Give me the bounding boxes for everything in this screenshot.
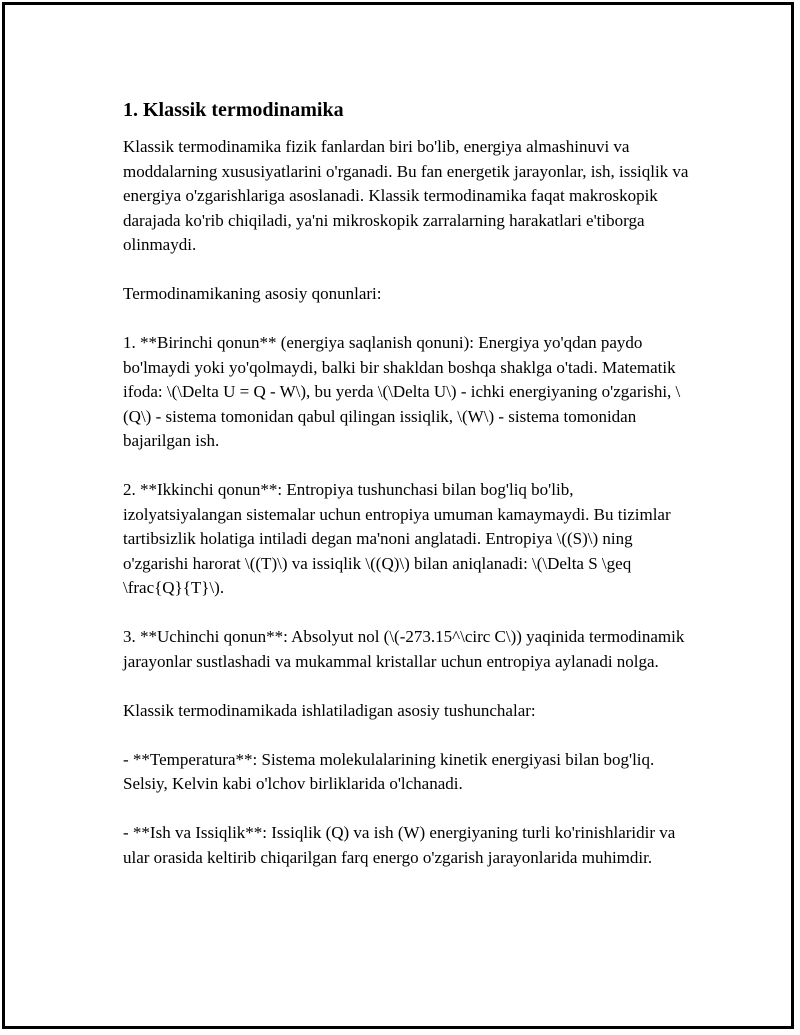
paragraph-work-heat: - **Ish va Issiqlik**: Issiqlik (Q) va ish (W) energiyaning turli ko'rinishlaridir va ular orasida keltirib chiqarilgan farq energo o'zgarish jarayonlarida muhimdir. bbox=[123, 823, 676, 867]
paragraph-third-law: 3. **Uchinchi qonun**: Absolyut nol (\(-273.15^\circ C\)) yaqinida termodinamik jarayonlar sustlashadi va mukammal kristallar uchun entropiya aylanadi nolga. bbox=[123, 627, 685, 671]
paragraph-concepts-intro: Klassik termodinamikada ishlatiladigan asosiy tushunchalar: bbox=[123, 700, 536, 720]
paragraph-laws-intro: Termodinamikaning asosiy qonunlari: bbox=[123, 284, 382, 303]
paragraph-first-law: 1. **Birinchi qonun** (energiya saqlanish qonuni): Energiya yo'qdan paydo bo'lmaydi yoki yo'qolmaydi, balki bir shakldan boshqa shaklga o'tadi. Matematik ifoda: \(\Delta U = Q - W\), bu yerda \(\Delta U\) - ichki energiyaning o'zgarishi, \(Q\) - sistema tomonidan qabul qilingan issiqlik, \(W\) - sistema tomonidan bajarilgan ish. bbox=[123, 333, 681, 450]
page-frame bbox=[2, 2, 794, 1029]
paragraph-temperature: - **Temperatura**: Sistema molekulalarining kinetik energiyasi bilan bog'liq. Selsiy, Kelvin kabi o'lchov birliklarida o'lchanadi. bbox=[123, 749, 655, 793]
section-heading: 1. Klassik termodinamika bbox=[123, 99, 344, 121]
document-body bbox=[123, 97, 695, 870]
paragraph-second-law: 2. **Ikkinchi qonun**: Entropiya tushunchasi bilan bog'liq bo'lib, izolyatsiyalangan sistemalar uchun entropiya umuman kamaymaydi. Bu tizimlar tartibsizlik holatiga intiladi degan ma'noni anglatadi. Entropiya \((S)\) ning o'zgarishi harorat \((T)\) va issiqlik \((Q)\) bilan aniqlanadi: \(\Delta S \geq \frac{Q}{T}\). bbox=[123, 480, 671, 597]
paragraph-intro: Klassik termodinamika fizik fanlardan biri bo'lib, energiya almashinuvi va moddalarning xususiyatlarini o'rganadi. Bu fan energetik jarayonlar, ish, issiqlik va energiya o'zgarishlariga asoslanadi. Klassik termodinamika faqat makroskopik darajada ko'rib chiqiladi, ya'ni mikroskopik zarralarning harakatlari e'tiborga olinmaydi. bbox=[123, 137, 689, 254]
